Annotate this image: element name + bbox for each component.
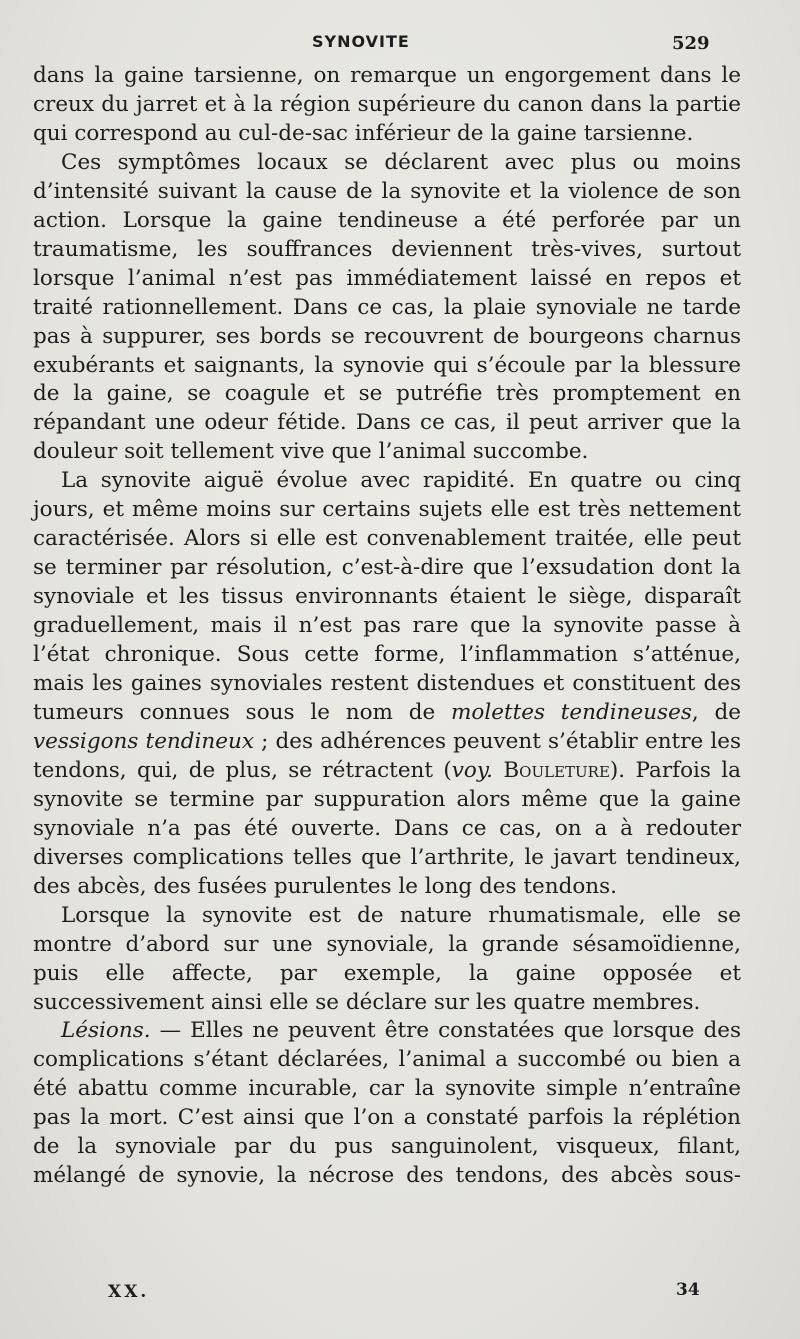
signature-mark: XX. [108, 1282, 150, 1302]
paragraph-local-symptoms: Ces symptômes locaux se déclarent avec plus ou moins d’intensité suivant la cause de la synovite et la violence de son action. Lorsque la gaine tendineuse a été perforée par un traumatisme, les souffrances deviennent très-vives, surtout lorsque l’animal n’est pas immédiatement laissé en repos et traité rationnellement. Dans ce cas, la plaie synoviale ne tarde pas à suppurer, ses bords se recouvrent de bourgeons charnus exubérants et saignants, la synovie qui s’écoule par la blessure de la gaine, se coagule et se putréfie très promptement en répandant une odeur fétide. Dans ce cas, il peut arriver que la douleur soit tellement vive que l’animal succombe. [33, 149, 741, 465]
italic-voy: voy. [451, 757, 493, 783]
text-run: ). Parfois la synovite se termine par suppuration alors même que la gaine synoviale n’a pas été ouverte. Dans ce cas, on a à redouter diverses complications telles que l’arthrite, le javart tendineux, des abcès, des fusées purulentes le long des tendons. [33, 757, 741, 899]
paragraph-lesions [33, 1017, 741, 1220]
sheet-number: 34 [676, 1280, 700, 1300]
paragraph-acute-synovitis [33, 467, 741, 901]
body-text [33, 62, 741, 1220]
running-head [0, 32, 800, 56]
page-footer [0, 1280, 800, 1304]
section-heading-lesions: Lésions. [61, 1018, 151, 1044]
running-title: SYNOVITE [312, 32, 410, 51]
text-run: La synovite aiguë évolue avec rapidité. En quatre ou cinq jours, et même moins sur certains sujets elle est très nettement caractérisée. Alors si elle est convenablement traitée, elle peut se terminer par résolution, c’est-à-dire que l’exsudation dont la synoviale et les tissus environnants étaient le siège, disparaît graduellement, mais il n’est pas rare que la synovite passe à l’état chronique. Sous cette forme, l’inflammation s’atténue, mais les gaines synoviales restent distendues et constituent des tumeurs connues sous le nom de [33, 468, 741, 725]
text-run: , de [691, 699, 741, 725]
paragraph-rheumatic: Lorsque la synovite est de nature rhumatismale, elle se montre d’abord sur une synoviale, la grande sésamoïdienne, puis elle affecte, par exemple, la gaine opposée et successivement ainsi elle se déclare sur les quatre membres. [33, 902, 741, 1015]
text-run [493, 758, 503, 783]
italic-term-molettes: molettes tendineuses [451, 699, 692, 725]
text-run: — Elles ne peuvent être constatées que lorsque des complications s’étant déclarées, l’animal a succombé ou bien a été abattu comme incurable, car la synovite simple n’entraîne pas la mort. C’est ainsi que l’on a constaté parfois la réplétion de la synoviale par du pus sanguinolent, visqueux, filant, mélangé de synovie, la nécrose des tendons, des abcès sous- [33, 1018, 741, 1189]
text-run: ; des adhérences peuvent s’établir entre les tendons, qui, de plus, se rétractent ( [33, 728, 741, 783]
cross-reference: Bouleture [503, 757, 610, 783]
page-number: 529 [672, 33, 710, 54]
italic-term-vessigons: vessigons tendineux [33, 728, 254, 754]
paragraph-continuation: dans la gaine tarsienne, on remarque un engorgement dans le creux du jarret et à la région supérieure du canon dans la partie qui correspond au cul-de-sac inférieur de la gaine tarsienne. [33, 63, 741, 146]
